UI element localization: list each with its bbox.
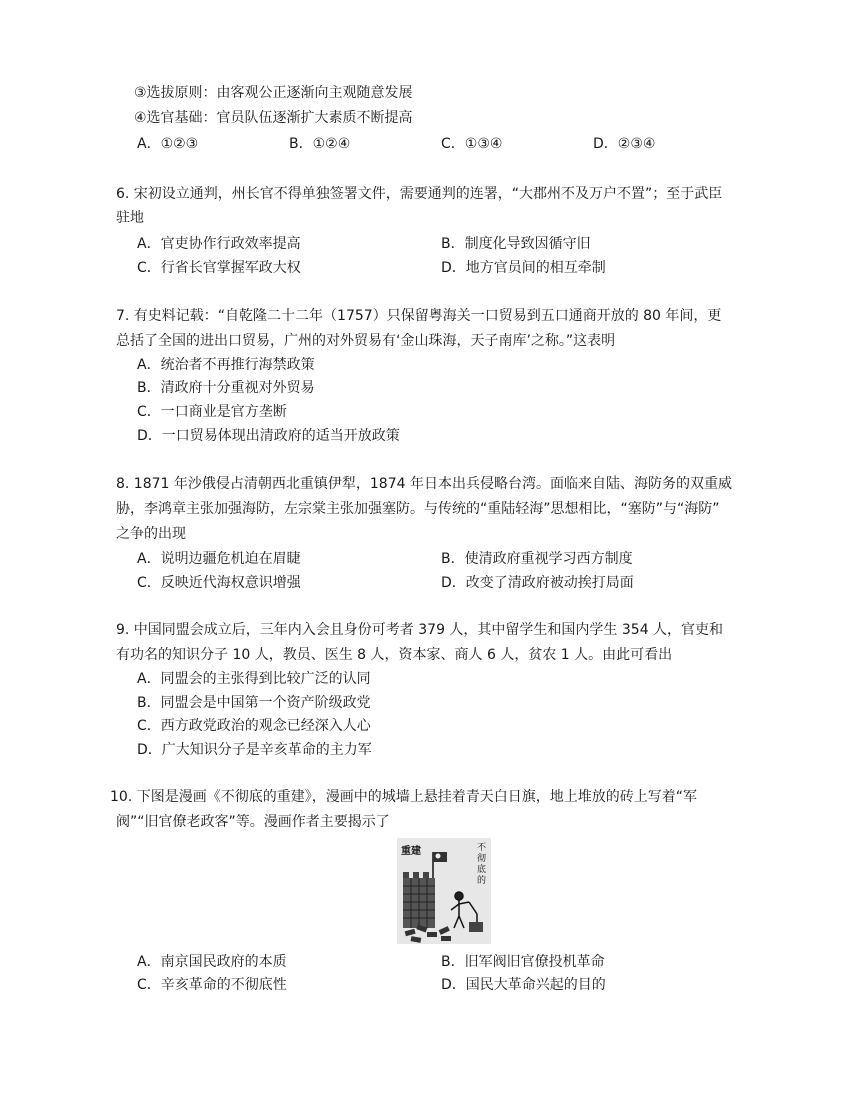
q9-option-c: C．西方政党政治的观念已经深入人心 — [137, 718, 371, 734]
q7-option-c: C．一口商业是官方垄断 — [137, 404, 287, 420]
q8-option-a: A．说明边疆危机迫在眉睫 — [137, 551, 301, 567]
cartoon-title-char: 彻 — [477, 854, 487, 864]
q6-option-b: B．制度化导致因循守旧 — [441, 236, 591, 252]
q5-item-3: ③选拔原则：由客观公正逐渐向主观随意发展 — [134, 85, 413, 101]
q8-stem-line-1: 8. 1871 年沙俄侵占清朝西北重镇伊犁，1874 年日本出兵侵略台湾。面临来自陆、海防务的双重威 — [116, 476, 732, 492]
q5-option-b: B．①②④ — [289, 136, 351, 152]
q8-stem-line-2: 胁，李鸿章主张加强海防，左宗棠主张加强塞防。与传统的“重陆轻海”思想相比，“塞防”与“海防” — [116, 501, 720, 517]
q9-stem-line-2: 有功名的知识分子 10 人，教员、医生 8 人，资本家、商人 6 人，贫农 1 人。由此可看出 — [116, 647, 673, 663]
q7-option-b: B．清政府十分重视对外贸易 — [137, 380, 315, 396]
q10-option-c: C．辛亥革命的不彻底性 — [137, 977, 287, 993]
cartoon-title-char: 底 — [477, 865, 487, 875]
q8-option-c: C．反映近代海权意识增强 — [137, 575, 301, 591]
q10-option-b: B．旧军阀旧官僚投机革命 — [441, 954, 605, 970]
cartoon-title-char: 不 — [477, 843, 487, 853]
q6-stem-line-2: 驻地 — [116, 210, 144, 226]
cartoon-word-chongjian: 重建 — [401, 846, 421, 857]
q6-stem-line-1: 6. 宋初设立通判，州长官不得单独签署文件，需要通判的连署，“大郡州不及万户不置”；至于武臣 — [116, 186, 723, 202]
q7-stem-line-1: 7. 有史料记载：“自乾隆二十二年（1757）只保留粤海关一口贸易到五口通商开放的 80 年间，更 — [116, 308, 722, 324]
q9-option-b: B．同盟会是中国第一个资产阶级政党 — [137, 695, 371, 711]
q6-option-d: D．地方官员间的相互牵制 — [441, 260, 606, 276]
q7-option-a: A．统治者不再推行海禁政策 — [137, 357, 315, 373]
q9-option-a: A．同盟会的主张得到比较广泛的认同 — [137, 671, 371, 687]
cartoon-title-char: 的 — [477, 876, 487, 886]
q10-stem-line-1: 10. 下图是漫画《不彻底的重建》，漫画中的城墙上悬挂着青天白日旗，地上堆放的砖上写着“军 — [110, 789, 697, 805]
cartoon-drawing — [397, 838, 491, 944]
q5-option-d: D．②③④ — [593, 136, 656, 152]
q6-option-a: A．官吏协作行政效率提高 — [137, 236, 301, 252]
q5-option-c: C．①③④ — [441, 136, 503, 152]
q10-stem-line-2: 阀”“旧官僚老政客”等。漫画作者主要揭示了 — [116, 814, 390, 830]
q10-option-d: D．国民大革命兴起的目的 — [441, 977, 606, 993]
q9-stem-line-1: 9. 中国同盟会成立后，三年内入会且身份可考者 379 人，其中留学生和国内学生 354 人，官吏和 — [116, 622, 724, 638]
cartoon-image — [397, 838, 491, 944]
q8-stem-line-3: 之争的出现 — [116, 526, 186, 542]
q9-option-d: D．广大知识分子是辛亥革命的主力军 — [137, 742, 372, 758]
q6-option-c: C．行省长官掌握军政大权 — [137, 260, 301, 276]
q10-option-a: A．南京国民政府的本质 — [137, 954, 287, 970]
q5-option-a: A．①②③ — [137, 136, 199, 152]
q7-stem-line-2: 总括了全国的进出口贸易，广州的对外贸易有‘金山珠海，天子南库’之称。”这表明 — [116, 333, 616, 349]
q5-item-4: ④选官基础：官员队伍逐渐扩大素质不断提高 — [134, 110, 413, 126]
q7-option-d: D．一口贸易体现出清政府的适当开放政策 — [137, 428, 400, 444]
q8-option-d: D．改变了清政府被动挨打局面 — [441, 575, 634, 591]
q8-option-b: B．使清政府重视学习西方制度 — [441, 551, 633, 567]
